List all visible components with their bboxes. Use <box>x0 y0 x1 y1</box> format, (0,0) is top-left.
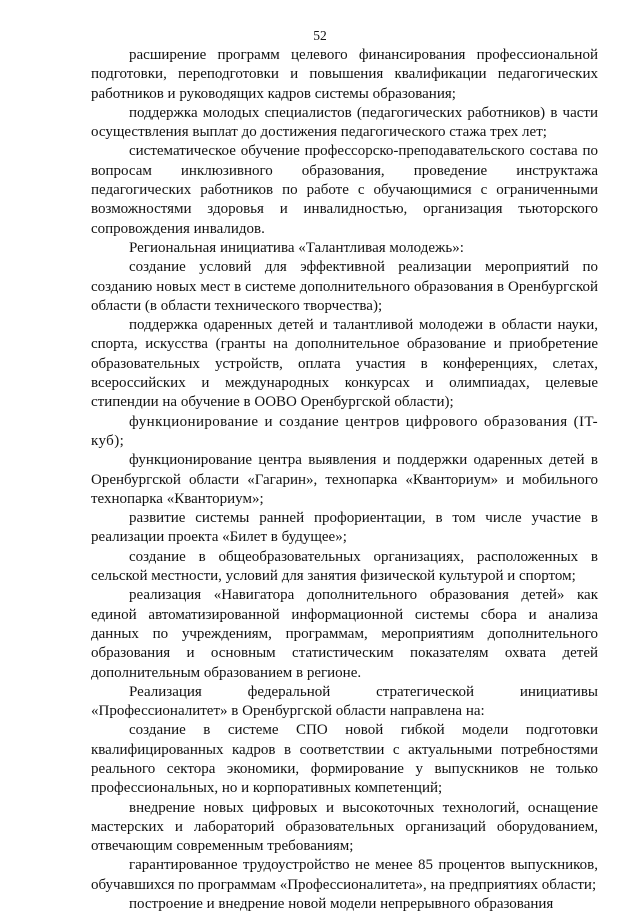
section-heading: Реализация федеральной стратегической инициативы «Профессионалитет» в Оренбургской области направлена на: <box>91 683 598 720</box>
page-body <box>91 46 598 914</box>
paragraph: систематическое обучение профессорско-преподавательского состава по вопросам инклюзивного образования, проведение инструктажа педагогических работников по работе с обучающимися с ограниченными возможностями здоровья и инвалидностью, организация тьюторского сопровождения инвалидов. <box>91 143 598 237</box>
paragraph: построение и внедрение новой модели непрерывного образования <box>129 896 554 913</box>
paragraph: функционирование центра выявления и поддержки одаренных детей в Оренбургской области «Гагарин», технопарка «Кванториум» и мобильного технопарка «Кванториум»; <box>91 452 598 507</box>
paragraph: гарантированное трудоустройство не менее 85 процентов выпускников, обучавшихся по программам «Профессионалитета», на предприятиях области; <box>91 857 598 893</box>
paragraph: внедрение новых цифровых и высокоточных технологий, оснащение мастерских и лабораторий образовательных организаций оборудованием, отвечающим современным требованиям; <box>91 799 598 855</box>
page-number: 52 <box>313 28 327 43</box>
paragraph: реализация «Навигатора дополнительного образования детей» как единой автоматизированной информационной системы сбора и анализа данных по учреждениям, программам, мероприятиям дополнительного образования и основным статистическим показателям охвата детей дополнительным образованием в регионе. <box>91 587 598 681</box>
paragraph: создание в общеобразовательных организациях, расположенных в сельской местности, условий для занятия физической культурой и спортом; <box>91 548 598 585</box>
paragraph: создание условий для эффективной реализации мероприятий по созданию новых мест в системе дополнительного образования в Оренбургской области (в области технического творчества); <box>91 259 598 314</box>
paragraph: поддержка молодых специалистов (педагогических работников) в части осуществления выплат до достижения педагогического стажа трех лет; <box>91 104 598 141</box>
paragraph: функционирование и создание центров цифрового образования (IT-куб); <box>91 413 598 449</box>
paragraph: поддержка одаренных детей и талантливой молодежи в области науки, спорта, искусства (гранты на дополнительное образование и приобретение образовательных устройств, оплата участия в конференциях, слетах, всероссийских и международных конкурсах и олимпиадах, целевые стипендии на обучение в ООВО Оренбургской области); <box>91 317 598 411</box>
paragraph: развитие системы ранней профориентации, в том числе участие в реализации проекта «Билет в будущее»; <box>91 510 598 546</box>
section-heading: Региональная инициатива «Талантливая молодежь»: <box>129 239 464 256</box>
paragraph: создание в системе СПО новой гибкой модели подготовки квалифицированных кадров в соответствии с актуальными потребностями реального сектора экономики, формирование у выпускников не только профессиональных, но и корпоративных компетенций; <box>91 722 598 797</box>
paragraph: расширение программ целевого финансирования профессиональной подготовки, переподготовки и повышения квалификации педагогических работников и руководящих кадров системы образования; <box>91 47 598 102</box>
